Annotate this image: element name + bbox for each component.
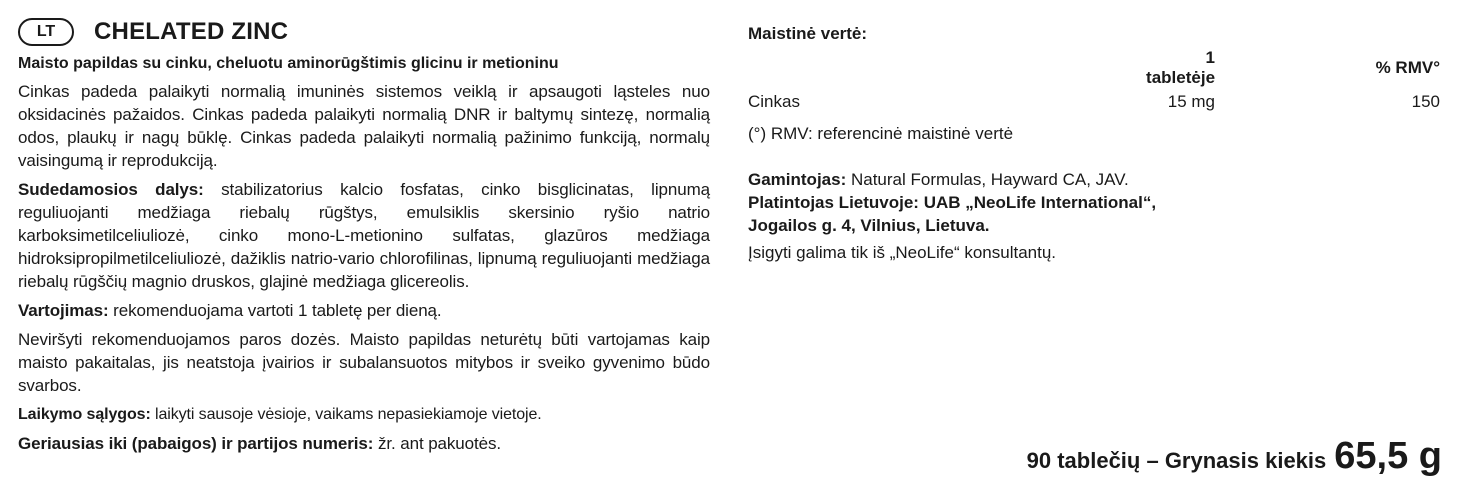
purchase-note: Įsigyti galima tik iš „NeoLife“ konsultantų. — [748, 243, 1057, 262]
product-title: CHELATED ZINC — [94, 18, 289, 45]
description-text: Cinkas padeda palaikyti normalią imuninės sistemos veiklą ir apsaugoti ląsteles nuo oksidacinės pažaidos. Cinkas padeda palaikyti normalią DNR ir baltymų sintezę, normalią odos, plaukų ir nagų būklę. Cinkas padeda palaikyti normalią pažinimo funkciją, normalų vaisingumą ir reprodukciją. — [18, 82, 710, 170]
ingredients-label: Sudedamosios dalys: — [18, 180, 204, 199]
right-column — [748, 24, 1440, 264]
nutrition-header-row — [748, 48, 1440, 88]
nutrition-table — [748, 48, 1440, 116]
manufacturer-text: Natural Formulas, Hayward CA, JAV. — [846, 170, 1129, 189]
language-badge: LT — [18, 18, 74, 46]
distributor-line-2: Jogailos g. 4, Vilnius, Lietuva. — [748, 216, 990, 235]
nutrient-amount: 15 mg — [1167, 92, 1216, 111]
nutrition-title: Maistinė vertė: — [748, 24, 868, 43]
manufacturer-label: Gamintojas: — [748, 170, 847, 189]
nutrient-name: Cinkas — [748, 92, 800, 111]
storage-block — [18, 403, 710, 426]
usage-label: Vartojimas: — [18, 301, 109, 320]
nutrition-header-amount: 1 tabletėje — [1146, 48, 1216, 87]
table-row — [748, 88, 1440, 116]
producer-block — [748, 168, 1440, 264]
manufacturer-line — [748, 168, 1440, 191]
storage-text: laikyti sausoje vėsioje, vaikams nepasiekiamoje vietoje. — [150, 406, 542, 423]
left-column — [18, 14, 710, 455]
title-row — [18, 14, 710, 50]
nutrient-rmv: 150 — [1411, 92, 1440, 111]
usage-text: rekomenduojama vartoti 1 tabletę per dieną. — [108, 301, 442, 320]
nutrition-footnote: (°) RMV: referencinė maistinė vertė — [748, 124, 1014, 143]
best-before-label: Geriausias iki (pabaigos) ir partijos numeris: — [18, 434, 374, 453]
warning-text: Neviršyti rekomenduojamos paros dozės. Maisto papildas neturėtų būti vartojamas kaip maisto pakaitalas, jis neatstoja įvairios ir subalansuotos mitybos ir sveiko gyvenimo būdo svarbos. — [18, 330, 710, 395]
product-subtitle: Maisto papildas su cinku, cheluotu aminorūgštimis glicinu ir metioninu — [18, 55, 559, 72]
distributor-line-1: Platintojas Lietuvoje: UAB „NeoLife International“, — [748, 193, 1157, 212]
usage-block — [18, 299, 710, 322]
net-quantity — [1027, 435, 1442, 478]
best-before-block — [18, 432, 710, 455]
nutrition-header-rmv: % RMV° — [1375, 58, 1440, 77]
net-quantity-text: 90 tablečių – Grynasis kiekis — [1026, 448, 1327, 473]
ingredients-block — [18, 178, 710, 293]
nutrition-header-name — [748, 48, 1146, 88]
best-before-text: žr. ant pakuotės. — [373, 434, 502, 453]
storage-label: Laikymo sąlygos: — [18, 406, 151, 423]
net-quantity-value: 65,5 g — [1334, 435, 1442, 477]
ingredients-text: stabilizatorius kalcio fosfatas, cinko bisglicinatas, lipnumą reguliuojanti medžiaga riebalų rūgštys, emulsiklis skersinio ryšio natrio karboksimetilceliuliozė, cinko mono-L-metionino sulfatas, glazūros medžiaga hidroksipropilmetilceliuliozė, dažiklis natrio-vario chlorofilinas, lipnumą reguliuojanti medžiaga riebalų rūgščių magnio druskos, glajinė medžiaga glicereolis. — [18, 180, 710, 291]
